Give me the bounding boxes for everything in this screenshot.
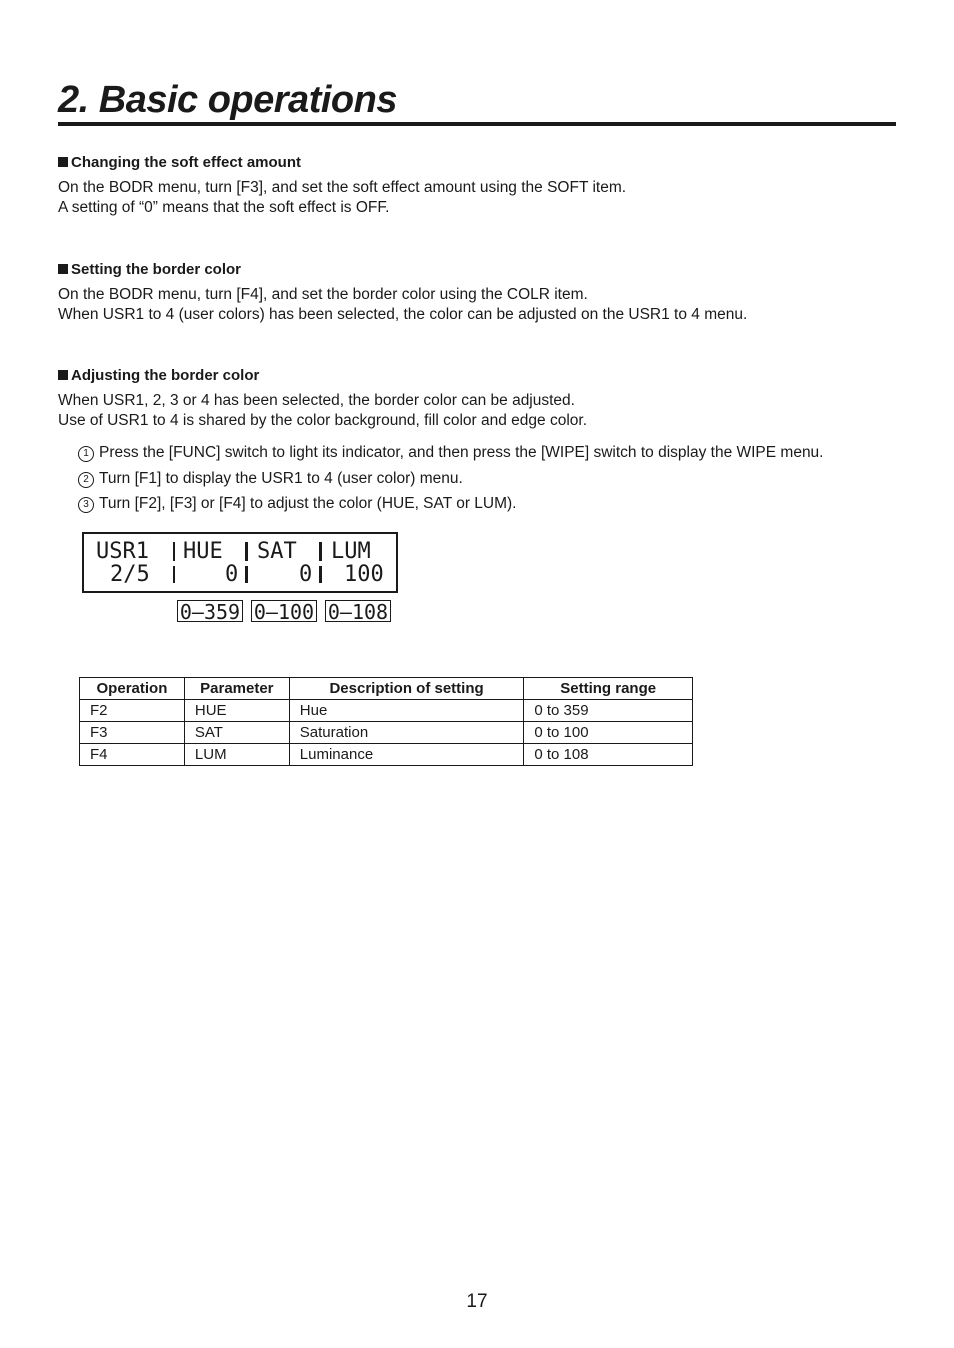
square-bullet-icon <box>58 157 68 167</box>
table-cell: LUM <box>184 744 289 766</box>
body-line: On the BODR menu, turn [F3], and set the soft effect amount using the SOFT item. <box>58 179 627 196</box>
step-item <box>78 469 938 495</box>
lcd-label-hue: HUE <box>183 539 223 564</box>
square-bullet-icon <box>58 264 68 274</box>
section-heading <box>58 366 918 386</box>
lcd-separator <box>319 566 322 583</box>
body-line: When USR1 to 4 (user colors) has been selected, the color can be adjusted on the USR1 to 4 menu. <box>58 306 748 323</box>
section-body <box>58 178 918 218</box>
page-number: 17 <box>466 1291 488 1312</box>
range-box-hue: 0–359 <box>177 600 243 622</box>
column-header: Operation <box>80 678 185 700</box>
lcd-page-indicator: 2/5 <box>110 562 150 587</box>
lcd-display <box>82 532 398 593</box>
step-text: Turn [F1] to display the USR1 to 4 (user color) menu. <box>99 469 463 487</box>
step-item <box>78 494 938 520</box>
range-box-sat: 0–100 <box>251 600 317 622</box>
step-text: Turn [F2], [F3] or [F4] to adjust the color (HUE, SAT or LUM). <box>99 495 517 512</box>
section-heading-text: Changing the soft effect amount <box>71 154 301 171</box>
body-line: Use of USR1 to 4 is shared by the color background, fill color and edge color. <box>58 412 588 429</box>
table-cell: F2 <box>80 700 185 722</box>
step-item <box>78 443 938 469</box>
lcd-value-sat: 0 <box>299 562 313 587</box>
column-header: Parameter <box>184 678 289 700</box>
table-cell: F3 <box>80 722 185 744</box>
table-cell: HUE <box>184 700 289 722</box>
square-bullet-icon <box>58 370 68 380</box>
table-cell: Hue <box>289 700 524 722</box>
table-row <box>80 744 693 766</box>
lcd-label-lum: LUM <box>331 539 371 564</box>
lcd-separator <box>173 566 175 583</box>
step-number: 3 <box>78 497 94 513</box>
section-soft-effect <box>58 153 918 218</box>
section-border-color <box>58 260 918 325</box>
lcd-value-lum: 100 <box>344 562 384 587</box>
table-cell: Luminance <box>289 744 524 766</box>
lcd-separator <box>319 542 322 561</box>
table-header-row <box>80 678 693 700</box>
section-heading-text: Adjusting the border color <box>71 367 260 384</box>
body-line: A setting of “0” means that the soft effect is OFF. <box>58 199 390 216</box>
section-heading-text: Setting the border color <box>71 261 242 278</box>
table-cell: 0 to 108 <box>524 744 693 766</box>
table-cell: 0 to 359 <box>524 700 693 722</box>
section-body <box>58 391 918 431</box>
step-number: 1 <box>78 446 94 462</box>
settings-table <box>79 677 693 766</box>
step-list <box>78 443 938 520</box>
section-body <box>58 285 918 325</box>
table-row <box>80 722 693 744</box>
table-cell: Saturation <box>289 722 524 744</box>
step-number: 2 <box>78 472 94 488</box>
table-cell: 0 to 100 <box>524 722 693 744</box>
lcd-label-sat: SAT <box>257 539 297 564</box>
table-cell: F4 <box>80 744 185 766</box>
table-row <box>80 700 693 722</box>
column-header: Setting range <box>524 678 693 700</box>
section-heading <box>58 153 918 173</box>
step-text: Press the [FUNC] switch to light its indicator, and then press the [WIPE] switch to display the WIPE menu. <box>99 444 824 461</box>
table-cell: SAT <box>184 722 289 744</box>
body-line: On the BODR menu, turn [F4], and set the border color using the COLR item. <box>58 286 588 303</box>
body-line: When USR1, 2, 3 or 4 has been selected, the border color can be adjusted. <box>58 392 575 409</box>
section-adjust-border-color <box>58 366 918 431</box>
lcd-value-hue: 0 <box>225 562 239 587</box>
lcd-separator <box>245 542 248 561</box>
lcd-menu-name: USR1 <box>96 539 149 564</box>
lcd-separator <box>245 566 248 583</box>
page-title: 2. Basic operations <box>58 78 896 126</box>
section-heading <box>58 260 918 280</box>
range-box-lum: 0–108 <box>325 600 391 622</box>
lcd-separator <box>173 542 175 561</box>
column-header: Description of setting <box>289 678 524 700</box>
